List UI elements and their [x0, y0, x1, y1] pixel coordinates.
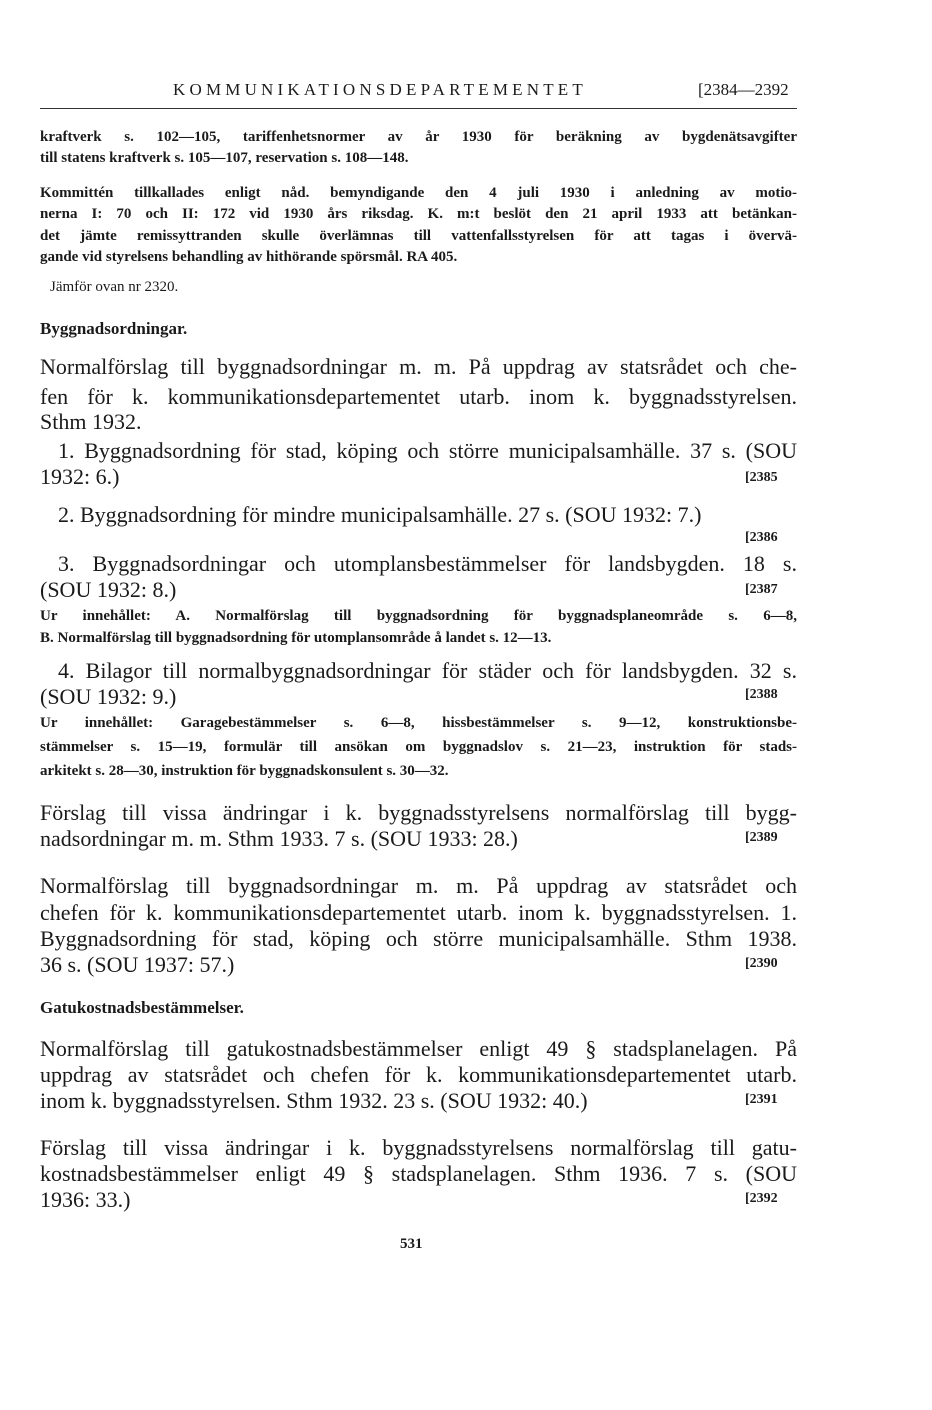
entry-number: [2388: [745, 687, 778, 702]
entry-line: 1. Byggnadsordning för stad, köping och större municipalsamhälle. 37 s. (SOU: [58, 438, 797, 463]
entry-line: Förslag till vissa ändringar i k. byggnadsstyrelsens normalförslag till bygg-: [40, 800, 797, 825]
intro-line: nerna I: 70 och II: 172 vid 1930 års riksdag. K. m:t beslöt den 21 april 1933 att betänkan-: [40, 206, 797, 222]
entry-line: chefen för k. kommunikationsdepartementet utarb. inom k. byggnadsstyrelsen. 1.: [40, 900, 797, 925]
entry-number: [2392: [745, 1191, 778, 1206]
entry-line: nadsordningar m. m. Sthm 1933. 7 s. (SOU 1933: 28.): [40, 826, 518, 851]
entry-line: (SOU 1932: 9.): [40, 684, 177, 709]
entry-number: [2385: [745, 470, 778, 485]
page-number: 531: [400, 1236, 423, 1252]
intro-crossref: Jämför ovan nr 2320.: [50, 279, 179, 295]
intro-line: det jämte remissyttranden skulle överlämnas till vattenfallsstyrelsen för att tagas i övervä-: [40, 228, 797, 244]
entry-line: 3. Byggnadsordningar och utomplansbestämmelser för landsbygden. 18 s.: [58, 551, 797, 576]
contents-line: B. Normalförslag till byggnadsordning för utomplansområde å landet s. 12—13.: [40, 630, 552, 646]
entry-number: [2386: [745, 530, 778, 545]
entry-line: Förslag till vissa ändringar i k. byggnadsstyrelsens normalförslag till gatu-: [40, 1135, 797, 1160]
intro-line: kraftverk s. 102—105, tariffenhetsnormer av år 1930 för beräkning av bygdenätsavgifter: [40, 129, 797, 145]
entry-line: 4. Bilagor till normalbyggnadsordningar för städer och för landsbygden. 32 s.: [58, 658, 797, 683]
running-header-title: KOMMUNIKATIONSDEPARTEMENTET: [173, 80, 587, 99]
intro-line: gande vid styrelsens behandling av hithörande spörsmål. RA 405.: [40, 249, 458, 265]
section-heading-byggnadsordningar: Byggnadsordningar.: [40, 319, 188, 338]
intro-line: till statens kraftverk s. 105—107, reservation s. 108—148.: [40, 150, 409, 166]
contents-line: stämmelser s. 15—19, formulär till ansökan om byggnadslov s. 21—23, instruktion för stads-: [40, 739, 797, 755]
entry-number: [2387: [745, 582, 778, 597]
entry-number: [2391: [745, 1092, 778, 1107]
entry-line: fen för k. kommunikationsdepartementet utarb. inom k. byggnadsstyrelsen.: [40, 384, 797, 409]
entry-line: Byggnadsordning för stad, köping och större municipalsamhälle. Sthm 1938.: [40, 926, 797, 951]
entry-line: Normalförslag till gatukostnadsbestämmelser enligt 49 § stadsplanelagen. På: [40, 1036, 797, 1061]
intro-line: Kommittén tillkallades enligt nåd. bemyndigande den 4 juli 1930 i anledning av motio-: [40, 185, 797, 201]
running-header-range: [2384—2392: [698, 80, 789, 99]
contents-line: Ur innehållet: Garagebestämmelser s. 6—8, hissbestämmelser s. 9—12, konstruktionsbe-: [40, 715, 797, 731]
entry-line: kostnadsbestämmelser enligt 49 § stadsplanelagen. Sthm 1936. 7 s. (SOU: [40, 1161, 797, 1186]
entry-line: uppdrag av statsrådet och chefen för k. kommunikationsdepartementet utarb.: [40, 1062, 797, 1087]
header-rule: [40, 108, 797, 109]
section-heading-gatukostnadsbestammelser: Gatukostnadsbestämmelser.: [40, 998, 244, 1017]
contents-line: Ur innehållet: A. Normalförslag till byggnadsordning för byggnadsplaneområde s. 6—8,: [40, 608, 797, 624]
entry-line: Normalförslag till byggnadsordningar m. m. På uppdrag av statsrådet och che-: [40, 354, 797, 379]
contents-line: arkitekt s. 28—30, instruktion för byggnadskonsulent s. 30—32.: [40, 763, 449, 779]
entry-line: 36 s. (SOU 1937: 57.): [40, 952, 235, 977]
entry-line: inom k. byggnadsstyrelsen. Sthm 1932. 23 s. (SOU 1932: 40.): [40, 1088, 588, 1113]
entry-line: (SOU 1932: 8.): [40, 577, 177, 602]
entry-number: [2389: [745, 830, 778, 845]
entry-line: 1932: 6.): [40, 464, 120, 489]
entry-line: Normalförslag till byggnadsordningar m. m. På uppdrag av statsrådet och: [40, 873, 797, 898]
entry-number: [2390: [745, 956, 778, 971]
entry-line: Sthm 1932.: [40, 409, 142, 434]
entry-line: 2. Byggnadsordning för mindre municipalsamhälle. 27 s. (SOU 1932: 7.): [58, 502, 702, 527]
entry-line: 1936: 33.): [40, 1187, 131, 1212]
